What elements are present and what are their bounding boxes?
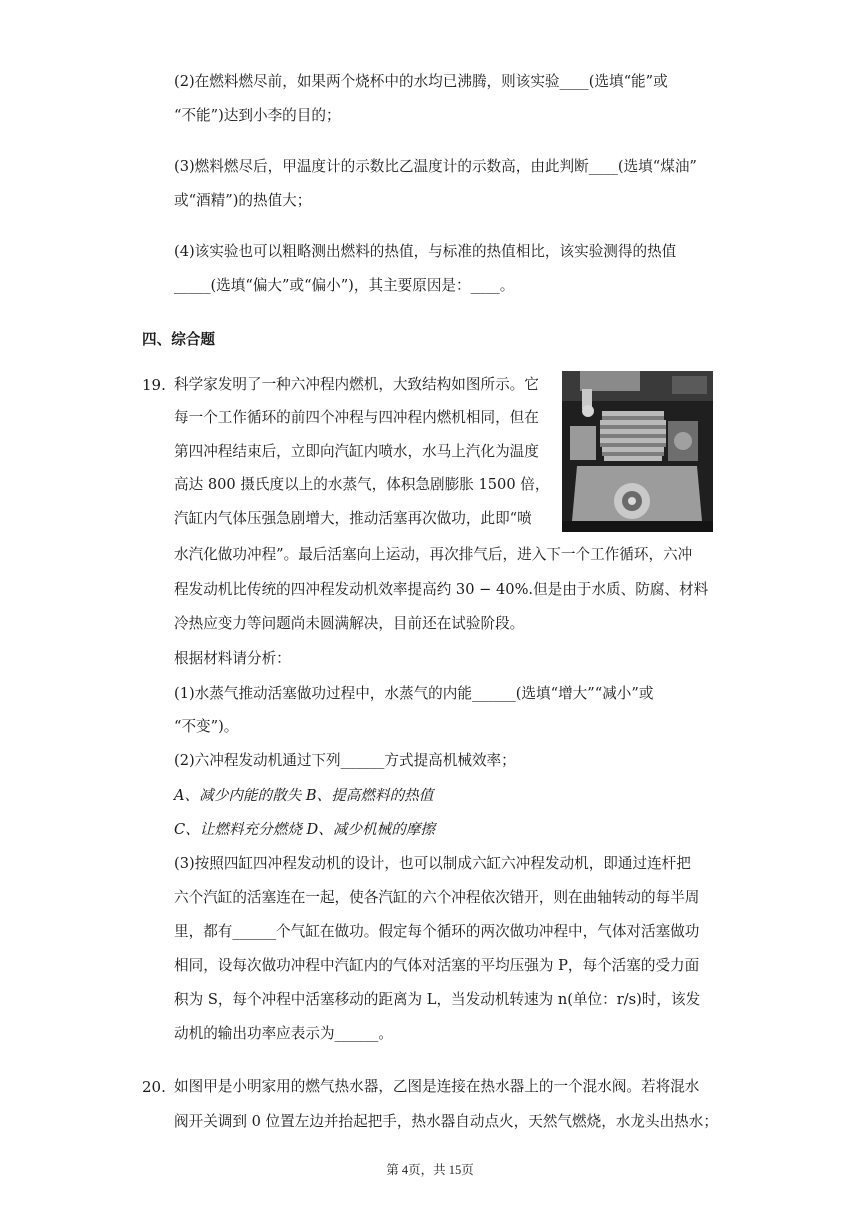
q18-part4-line2: _____(选填“偏大”或“偏小”)，其主要原因是：____。 — [174, 277, 515, 294]
q19-line: 第四冲程结束后，立即向汽缸内喷水，水马上汽化为温度 — [174, 443, 539, 460]
q19-part3-line: 动机的输出功率应表示为______。 — [174, 1025, 393, 1042]
q19-line: 程发动机比传统的四冲程发动机效率提高约 30 − 40%.但是由于水质、防腐、材料 — [174, 581, 709, 598]
q19-line: 高达 800 摄氏度以上的水蒸气，体积急剧膨胀 1500 倍， — [174, 476, 550, 493]
q18-part3-line1: (3)燃料燃尽后，甲温度计的示数比乙温度计的示数高，由此判断____(选填“煤油” — [174, 158, 697, 175]
q18-part2-line2: “不能”)达到小李的目的； — [174, 107, 341, 124]
q19-part2-line: (2)六冲程发动机通过下列______方式提高机械效率； — [174, 752, 516, 769]
q19-part1-line2: “不变”)。 — [174, 718, 239, 735]
engine-illustration — [562, 371, 713, 532]
q19-part3-line: 积为 S，每个冲程中活塞移动的距离为 L，当发动机转速为 n(单位：r/s)时，该发 — [174, 991, 701, 1008]
page-footer: 第 4页，共 15页 — [386, 1163, 474, 1177]
q19-part3-line: 里，都有______个气缸在做功。假定每个循环的两次做功冲程中，气体对活塞做功 — [174, 923, 700, 940]
q19-line: 冷热应变力等问题尚未圆满解决，目前还在试验阶段。 — [174, 615, 525, 632]
q19-number: 19. — [142, 376, 166, 394]
section-title: 四、综合题 — [142, 331, 215, 348]
q19-line: 汽缸内气体压强急剧增大，推动活塞再次做功，此即“喷 — [174, 510, 532, 527]
q19-part3-line: 相同，设每次做功冲程中汽缸内的气体对活塞的平均压强为 P，每个活塞的受力面 — [174, 957, 700, 974]
q20-number: 20. — [142, 1078, 166, 1096]
q19-part3-line: (3)按照四缸四冲程发动机的设计，也可以制成六缸六冲程发动机，即通过连杆把 — [174, 855, 691, 872]
q19-option-ab: A、减少内能的散失 B、提高燃料的热值 — [174, 787, 434, 804]
q18-part2-line1: (2)在燃料燃尽前，如果两个烧杯中的水均已沸腾，则该实验____(选填“能”或 — [174, 73, 668, 90]
q19-part3-line: 六个汽缸的活塞连在一起，使各汽缸的六个冲程依次错开，则在曲轴转动的每半周 — [174, 889, 700, 906]
q19-part1-line1: (1)水蒸气推动活塞做功过程中，水蒸气的内能______(选填“增大”“减小”或 — [174, 685, 654, 702]
q19-line: 科学家发明了一种六冲程内燃机，大致结构如图所示。它 — [174, 376, 539, 393]
engine-photo — [562, 371, 713, 532]
q19-option-cd: C、让燃料充分燃烧 D、减少机械的摩擦 — [174, 821, 436, 838]
q19-line: 每一个工作循环的前四个冲程与四冲程内燃机相同，但在 — [174, 409, 539, 426]
q18-part4-line1: (4)该实验也可以粗略测出燃料的热值，与标准的热值相比，该实验测得的热值 — [174, 243, 677, 260]
q20-line: 如图甲是小明家用的燃气热水器，乙图是连接在热水器上的一个混水阀。若将混水 — [174, 1078, 700, 1095]
q19-line: 水汽化做功冲程”。最后活塞向上运动，再次排气后，进入下一个工作循环，六冲 — [174, 546, 693, 563]
q18-part3-line2: 或“酒精”)的热值大； — [174, 192, 312, 209]
q19-line: 根据材料请分析： — [174, 650, 291, 667]
q20-line: 阀开关调到 0 位置左边并抬起把手，热水器自动点火，天然气燃烧，水龙头出热水； — [174, 1113, 718, 1130]
